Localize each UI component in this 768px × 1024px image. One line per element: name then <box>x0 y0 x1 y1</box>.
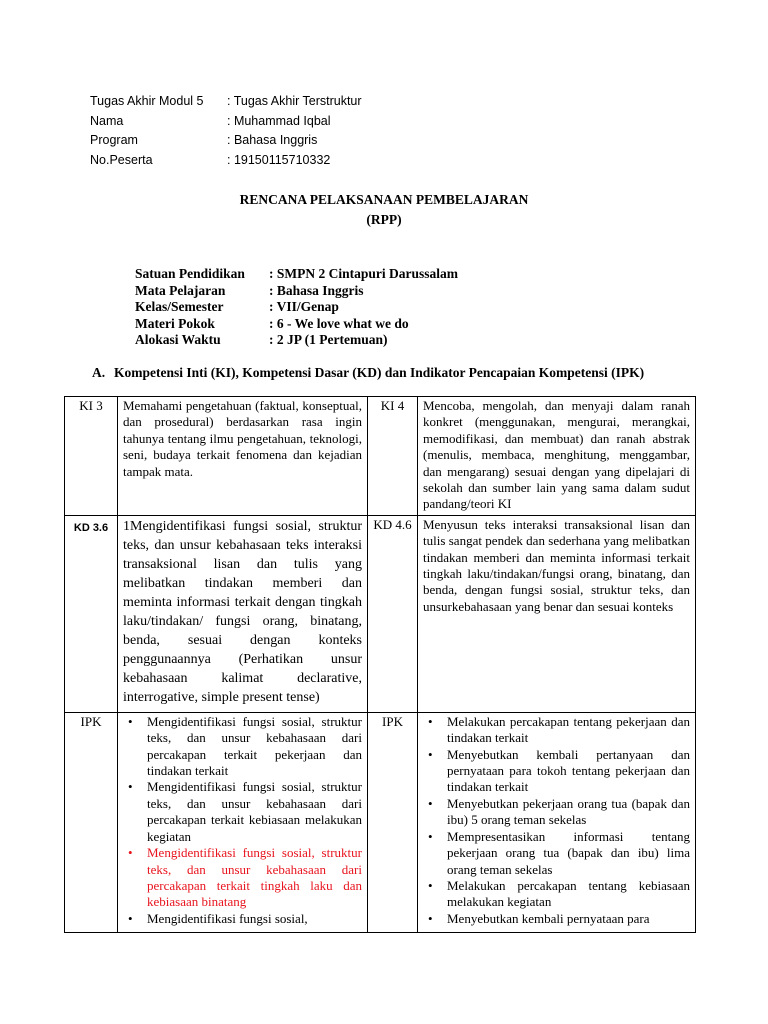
identity-value: : VII/Genap <box>269 299 339 315</box>
identity-label: Mata Pelajaran <box>135 282 226 298</box>
ki4-text: Mencoba, mengolah, dan menyaji dalam ranah konkret (menggunakan, mengurai, merangkai, memodifikasi, dan membuat) dan ranah abstrak (menulis, membaca, menghitung, menggambar, dan mengarang) sesuai dengan yang dipelajari di sekolah dan sumber lain yang sama dalam sudut pandang/teori KI <box>418 397 696 516</box>
identity-label: Materi Pokok <box>135 315 215 331</box>
identity-row <box>135 266 458 283</box>
header-label: No.Peserta <box>90 152 153 167</box>
list-item: • Mengidentifikasi fungsi sosial, struktur teks, dan unsur kebahasaan dari percakapan terkait tingkah laku dan kebiasaan binatang <box>147 845 362 911</box>
list-item: • Mengidentifikasi fungsi sosial, struktur teks, dan unsur kebahasaan dari percakapan terkait pekerjaan dan tindakan terkait <box>147 714 362 780</box>
header-label: Tugas Akhir Modul 5 <box>90 94 204 108</box>
section-title: Kompetensi Inti (KI), Kompetensi Dasar (KD) dan Indikator Pencapaian Kompetensi (IPK) <box>114 365 645 380</box>
header-row <box>90 131 362 151</box>
identity-value: : SMPN 2 Cintapuri Darussalam <box>269 266 459 281</box>
ki4-label: KI 4 <box>368 397 418 516</box>
header-value: : Muhammad Iqbal <box>227 113 331 128</box>
header-value: : 19150115710332 <box>227 152 331 167</box>
competency-table <box>64 396 696 933</box>
list-item: • Menyebutkan kembali pertanyaan dan pernyataan para tokoh tentang pekerjaan dan tindakan terkait <box>447 747 690 796</box>
ipk-left-label: IPK <box>65 712 118 932</box>
ipk-right-list <box>423 714 690 927</box>
document-subtitle: (RPP) <box>366 212 402 227</box>
ipk-left-cell <box>118 712 368 932</box>
identity-label: Kelas/Semester <box>135 299 224 315</box>
assignment-header <box>90 92 362 170</box>
kd36-label: KD 3.6 <box>65 515 118 712</box>
identity-row <box>135 299 458 316</box>
ipk-right-cell <box>418 712 696 932</box>
kd36-text: 1Mengidentifikasi fungsi sosial, struktur teks, dan unsur kebahasaan teks interaksi transaksional lisan dan tulis yang melibatkan tindakan memberi dan meminta informasi terkait dengan tingkah laku/tindakan/ fungsi orang, binatang, benda, sesuai dengan konteks penggunaannya (Perhatikan unsur kebahasaan kalimat declarative, interrogative, simple present tense) <box>118 515 368 712</box>
ipk-right-label: IPK <box>368 712 418 932</box>
table-row <box>65 712 696 932</box>
identity-value: : 6 - We love what we do <box>269 315 409 331</box>
identity-label: Satuan Pendidikan <box>135 266 245 281</box>
ki3-label: KI 3 <box>65 397 118 516</box>
ki3-text: Memahami pengetahuan (faktual, konseptual, dan prosedural) berdasarkan rasa ingin tahunya tentang ilmu pengetahuan, teknologi, seni, budaya terkait fenomena dan kejadian tampak mata. <box>118 397 368 516</box>
header-row <box>90 112 362 132</box>
table-row <box>65 397 696 516</box>
list-item: • Mengidentifikasi fungsi sosial, struktur teks, dan unsur kebahasaan dari percakapan terkait kebiasaan melakukan kegiatan <box>147 779 362 845</box>
kd46-label: KD 4.6 <box>368 515 418 712</box>
table-row <box>65 515 696 712</box>
identity-row <box>135 283 458 300</box>
header-label: Program <box>90 133 138 147</box>
identity-value: : 2 JP (1 Pertemuan) <box>269 332 388 348</box>
kd46-text: Menyusun teks interaksi transaksional lisan dan tulis sangat pendek dan sederhana yang melibatkan tindakan memberi dan meminta informasi terkait tingkah laku/tindakan/fungsi orang, binatang, dan benda, dengan fungsi sosial, struktur teks, dan unsurkebahasaan yang benar dan sesuai konteks <box>418 515 696 712</box>
lesson-identity <box>135 266 458 349</box>
identity-row <box>135 316 458 333</box>
section-a-heading <box>92 365 644 381</box>
ipk-left-list <box>123 714 362 927</box>
identity-label: Alokasi Waktu <box>135 332 221 348</box>
list-item: • Menyebutkan kembali pernyataan para <box>447 911 690 927</box>
list-item: • Mengidentifikasi fungsi sosial, <box>147 911 362 927</box>
list-item: • Mempresentasikan informasi tentang pekerjaan orang tua (bapak dan ibu) lima orang teman sekelas <box>447 829 690 878</box>
identity-value: : Bahasa Inggris <box>269 282 364 298</box>
document-title: RENCANA PELAKSANAAN PEMBELAJARAN <box>239 192 529 207</box>
identity-row <box>135 332 458 349</box>
list-item: • Melakukan percakapan tentang pekerjaan dan tindakan terkait <box>447 714 690 747</box>
list-item: • Menyebutkan pekerjaan orang tua (bapak dan ibu) 5 orang teman sekelas <box>447 796 690 829</box>
header-label: Nama <box>90 113 124 128</box>
list-item: • Melakukan percakapan tentang kebiasaan melakukan kegiatan <box>447 878 690 911</box>
header-row <box>90 151 362 171</box>
header-row <box>90 92 362 112</box>
section-number: A. <box>92 365 106 380</box>
header-value: : Bahasa Inggris <box>227 133 318 147</box>
header-value: : Tugas Akhir Terstruktur <box>227 94 362 108</box>
